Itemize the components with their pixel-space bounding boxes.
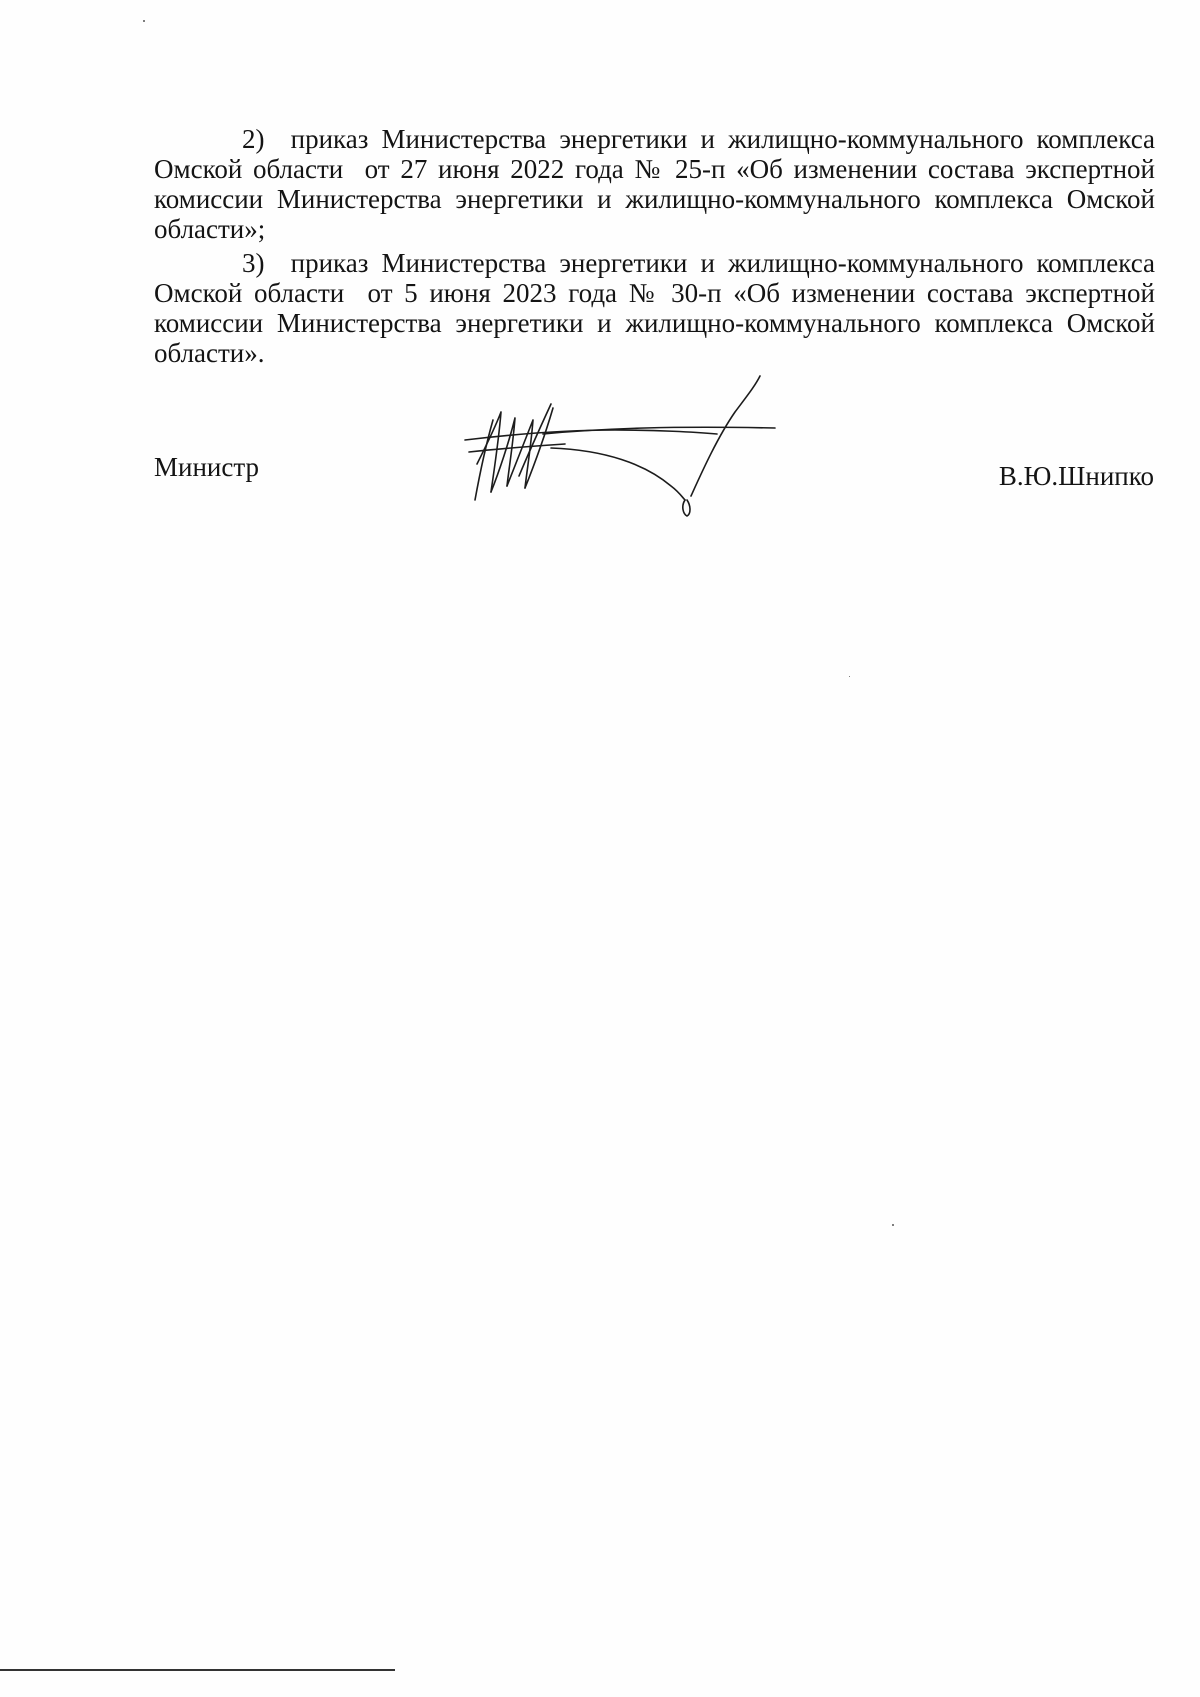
signatory-name: В.Ю.Шнипко [998,461,1154,491]
signature-block [154,452,1154,512]
signatory-title: Министр [154,452,259,482]
footer-rule [0,1669,395,1671]
paragraph-item-3: 3) приказ Министерства энергетики и жилищно-коммунального комплекса Омской области от 5 июня 2023 года № 30-п «Об изменении состава экспертной комиссии Министерства энергетики и жилищно-коммунального комплекса Омской области». [154,248,1155,368]
paragraph-item-2: 2) приказ Министерства энергетики и жилищно-коммунального комплекса Омской области от 27 июня 2022 года № 25-п «Об изменении состава экспертной комиссии Министерства энергетики и жилищно-коммунального комплекса Омской области»; [154,124,1155,244]
scan-speck [849,676,850,677]
scan-speck [143,20,145,22]
scan-speck [892,1224,894,1226]
document-body [154,124,1155,372]
